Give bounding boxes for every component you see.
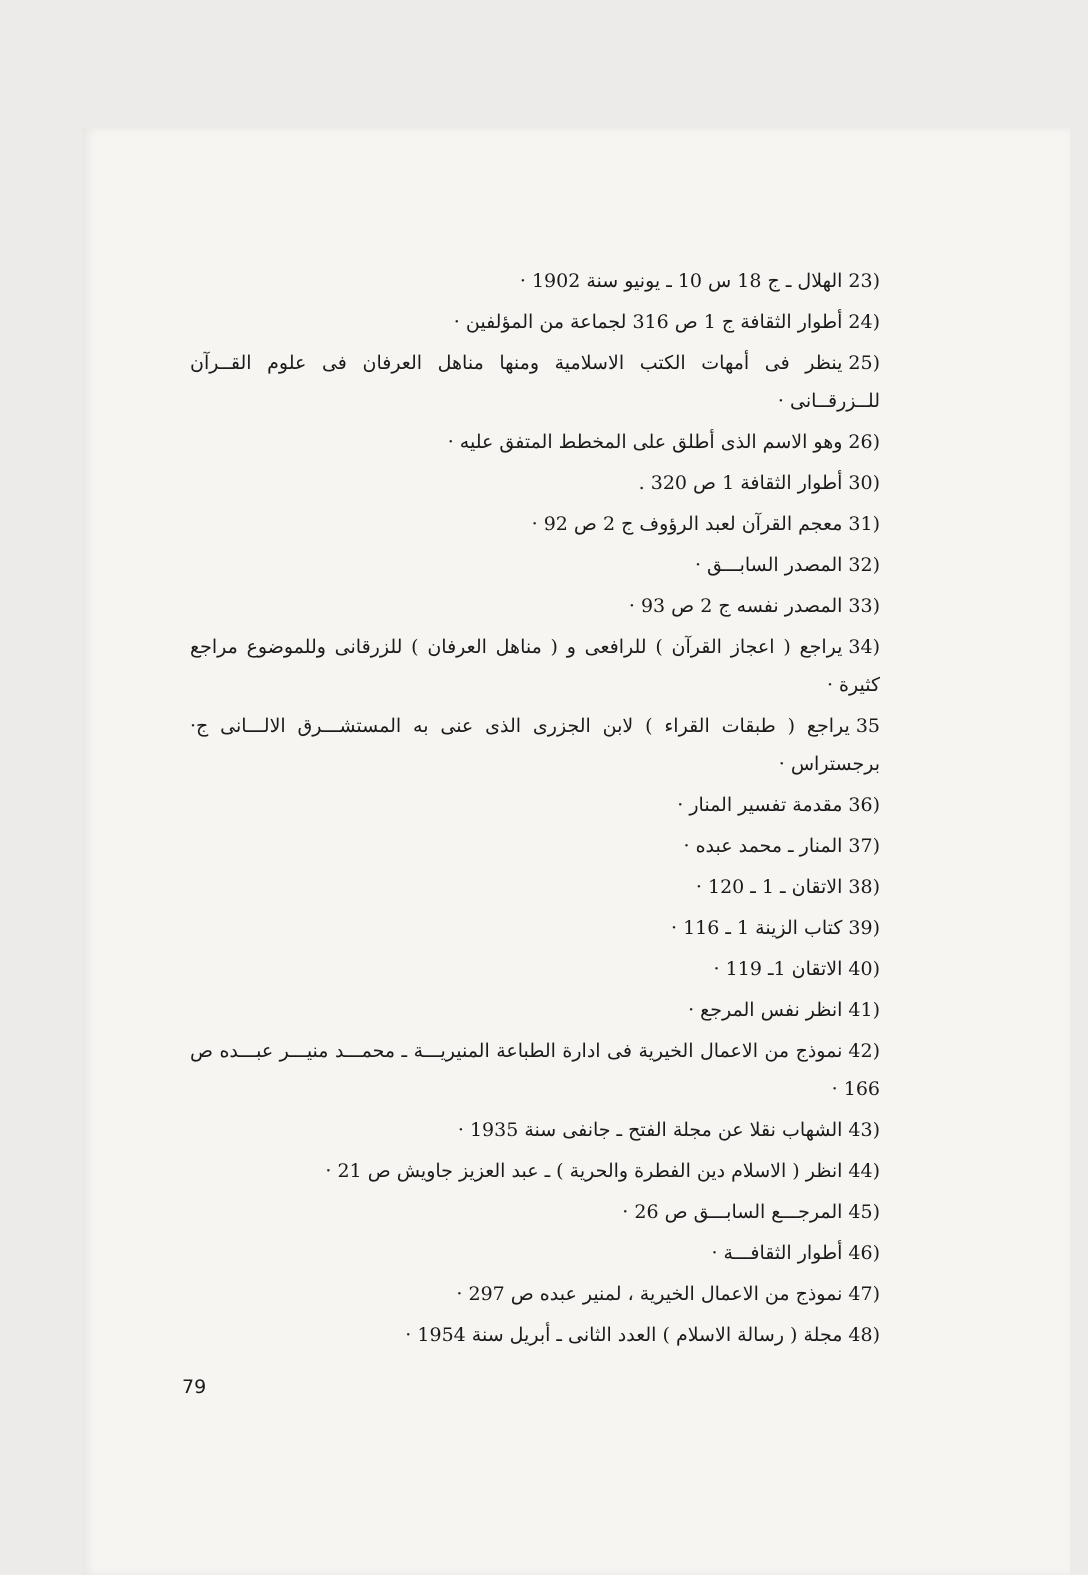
endnote [190,1193,880,1231]
endnote-number: 31) [848,513,880,535]
endnote [190,628,880,704]
endnote-number: 48) [848,1324,880,1346]
endnote-number: 36) [848,794,880,816]
endnote [190,423,880,461]
endnote [190,1111,880,1149]
endnote [190,1316,880,1354]
endnote-text: يراجع ( اعجاز القرآن ) للرافعى و ( مناهل العرفان ) للزرقانى وللموضوع مراجع كثيرة · [190,636,880,696]
endnote-text: يراجع ( طبقات القراء ) لابن الجزرى الذى عنى به المستشـــرق الالـــانى ج· برجستراس · [190,715,880,775]
endnote-text: المرجـــع السابـــق ص 26 · [622,1201,843,1223]
endnote-number: 24) [848,311,880,333]
endnote [190,827,880,865]
endnote [190,546,880,584]
endnote-number: 44) [848,1160,880,1182]
endnote [190,1275,880,1313]
endnote [190,587,880,625]
endnote-text: المنار ـ محمد عبده · [683,835,843,857]
endnote-text: الشهاب نقلا عن مجلة الفتح ـ جانفى سنة 1935 · [457,1119,843,1141]
endnote-text: مجلة ( رسالة الاسلام ) العدد الثانى ـ أبريل سنة 1954 · [405,1324,843,1346]
endnote [190,1032,880,1108]
endnote [190,950,880,988]
endnote-text: كتاب الزينة 1 ـ 116 · [671,917,843,939]
endnote-text: نموذج من الاعمال الخيرية ، لمنير عبده ص 297 · [456,1283,843,1305]
endnote [190,786,880,824]
endnote-number: 42) [848,1040,880,1062]
endnote-text: أطوار الثقافـــة · [711,1242,843,1264]
endnote [190,707,880,783]
endnote-number: 41) [848,999,880,1021]
endnote [190,991,880,1029]
endnote-text: انظر نفس المرجع · [688,999,843,1021]
endnote [190,868,880,906]
endnote-number: 43) [848,1119,880,1141]
endnote-number: 35 [855,715,880,737]
endnotes-list [190,262,880,1357]
endnote-text: وهو الاسم الذى أطلق على المخطط المتفق عليه · [447,431,843,453]
endnote-text: الهلال ـ ج 18 س 10 ـ يونيو سنة 1902 · [519,270,843,292]
endnote-number: 23) [848,270,880,292]
endnote-text: انظر ( الاسلام دين الفطرة والحرية ) ـ عبد العزيز جاويش ص 21 · [325,1160,843,1182]
endnote [190,303,880,341]
endnote [190,262,880,300]
endnote-number: 33) [848,595,880,617]
page-number: 79 [182,1376,207,1398]
endnote-number: 40) [848,958,880,980]
endnote-number: 34) [848,636,880,658]
endnote-number: 37) [848,835,880,857]
endnote-text: المصدر نفسه ج 2 ص 93 · [628,595,843,617]
endnote [190,344,880,420]
endnote-text: الاتقان 1ـ 119 · [713,958,843,980]
endnote-number: 38) [848,876,880,898]
endnote [190,505,880,543]
endnote-number: 32) [848,554,880,576]
endnote-text: أطوار الثقافة ج 1 ص 316 لجماعة من المؤلفين · [453,311,843,333]
endnote [190,1234,880,1272]
endnote-number: 30) [848,472,880,494]
endnote-text: مقدمة تفسير المنار · [677,794,843,816]
endnote-text: الاتقان ـ 1 ـ 120 · [695,876,843,898]
endnote-text: ينظر فى أمهات الكتب الاسلامية ومنها مناهل العرفان فى علوم القــرآن للــزرقــانى · [190,352,880,412]
endnote-number: 47) [848,1283,880,1305]
endnote-number: 39) [848,917,880,939]
endnote-text: المصدر السابـــق · [694,554,843,576]
endnote-number: 46) [848,1242,880,1264]
endnote [190,464,880,502]
endnote-number: 26) [848,431,880,453]
endnote-text: نموذج من الاعمال الخيرية فى ادارة الطباعة المنيريـــة ـ محمـــد منيـــر عبـــده ص 166 · [190,1040,880,1100]
endnote-text: معجم القرآن لعبد الرؤوف ج 2 ص 92 · [531,513,843,535]
endnote [190,1152,880,1190]
endnote-text: أطوار الثقافة 1 ص 320 . [638,472,843,494]
endnote-number: 45) [848,1201,880,1223]
endnote [190,909,880,947]
endnote-number: 25) [848,352,880,374]
